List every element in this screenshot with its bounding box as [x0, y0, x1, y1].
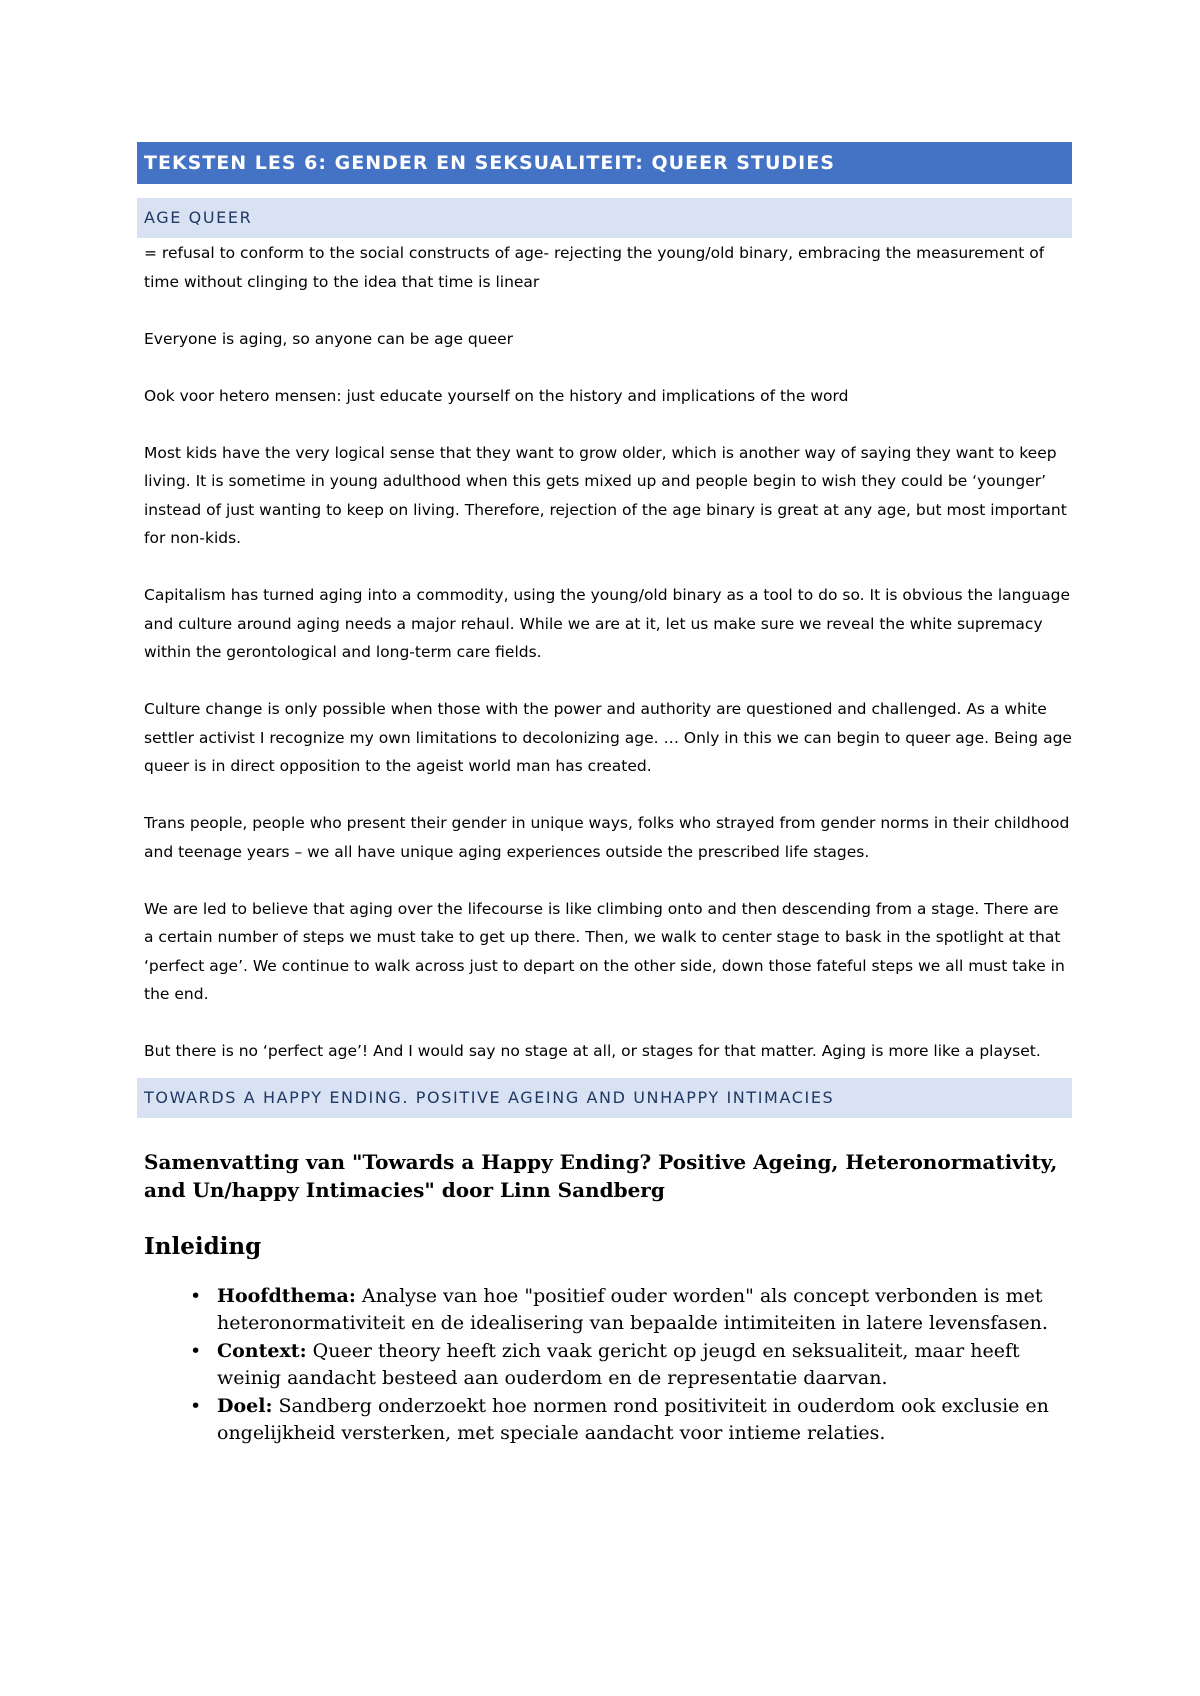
paragraph: Ook voor hetero mensen: just educate yourself on the history and implications of the word	[144, 386, 849, 405]
summary-section	[137, 1118, 1072, 1448]
bullet-label: Doel:	[217, 1394, 273, 1417]
bullet-text: Queer theory heeft zich vaak gericht op jeugd en seksualiteit, maar heeft weinig aandacht besteed aan ouderdom en de representatie daarvan.	[217, 1339, 1020, 1389]
paragraph: Culture change is only possible when those with the power and authority are questioned and challenged. As a white settler activist I recognize my own limitations to decolonizing age. … Only in this we can begin to queer age. Being age queer is in direct opposition to the ageist world man has created.	[144, 700, 1072, 775]
bullet-text: Analyse van hoe "positief ouder worden" als concept verbonden is met heteronormativiteit en de idealisering van bepaalde intimiteiten in latere levensfasen.	[217, 1284, 1048, 1334]
bullet-icon: •	[190, 1284, 202, 1307]
bullet-icon: •	[190, 1394, 202, 1417]
bullet-label: Context:	[217, 1339, 307, 1362]
document-page	[137, 142, 1072, 1448]
bullet-list	[144, 1283, 1072, 1448]
bullet-text: Sandberg onderzoekt hoe normen rond positiviteit in ouderdom ook exclusie en ongelijkheid versterken, met speciale aandacht voor intieme relaties.	[217, 1394, 1049, 1444]
paragraph: We are led to believe that aging over the lifecourse is like climbing onto and then descending from a stage. There are a certain number of steps we must take to get up there. Then, we walk to center stage to bask in the spotlight at that ‘perfect age’. We continue to walk across just to depart on the other side, down those fateful steps we all must take in the end.	[144, 899, 1065, 1003]
paragraph: Most kids have the very logical sense that they want to grow older, which is another way of saying they want to keep living. It is sometime in young adulthood when this gets mixed up and people begin to wish they could be ‘younger’ instead of just wanting to keep on living. Therefore, rejection of the age binary is great at any age, but most important for non-kids.	[144, 443, 1067, 547]
section-heading-happy-ending: TOWARDS A HAPPY ENDING. POSITIVE AGEING AND UNHAPPY INTIMACIES	[137, 1078, 1072, 1118]
paragraph: Everyone is aging, so anyone can be age queer	[144, 329, 514, 348]
bullet-label: Hoofdthema:	[217, 1284, 356, 1307]
summary-title: Samenvatting van "Towards a Happy Ending? Positive Ageing, Heteronormativity, and Un/happy Intimacies" door Linn Sandberg	[144, 1149, 1058, 1202]
list-item	[144, 1393, 1072, 1448]
bullet-icon: •	[190, 1339, 202, 1362]
paragraph: = refusal to conform to the social constructs of age- rejecting the young/old binary, embracing the measurement of time without clinging to the idea that time is linear	[144, 244, 1045, 291]
list-item	[144, 1283, 1072, 1338]
subheading-inleiding: Inleiding	[144, 1232, 262, 1260]
paragraph: Trans people, people who present their gender in unique ways, folks who strayed from gender norms in their childhood and teenage years – we all have unique aging experiences outside the prescribed life stages.	[144, 814, 1070, 861]
paragraph: But there is no ‘perfect age’! And I would say no stage at all, or stages for that matter. Aging is more like a playset.	[144, 1042, 1041, 1060]
section-heading-age-queer: AGE QUEER	[137, 198, 1072, 238]
document-title: TEKSTEN LES 6: GENDER EN SEKSUALITEIT: QUEER STUDIES	[137, 142, 1072, 184]
list-item	[144, 1338, 1072, 1393]
paragraph: Capitalism has turned aging into a commodity, using the young/old binary as a tool to do so. It is obvious the language and culture around aging needs a major rehaul. While we are at it, let us make sure we reveal the white supremacy within the gerontological and long-term care fields.	[144, 586, 1071, 661]
age-queer-body	[137, 239, 1072, 1066]
